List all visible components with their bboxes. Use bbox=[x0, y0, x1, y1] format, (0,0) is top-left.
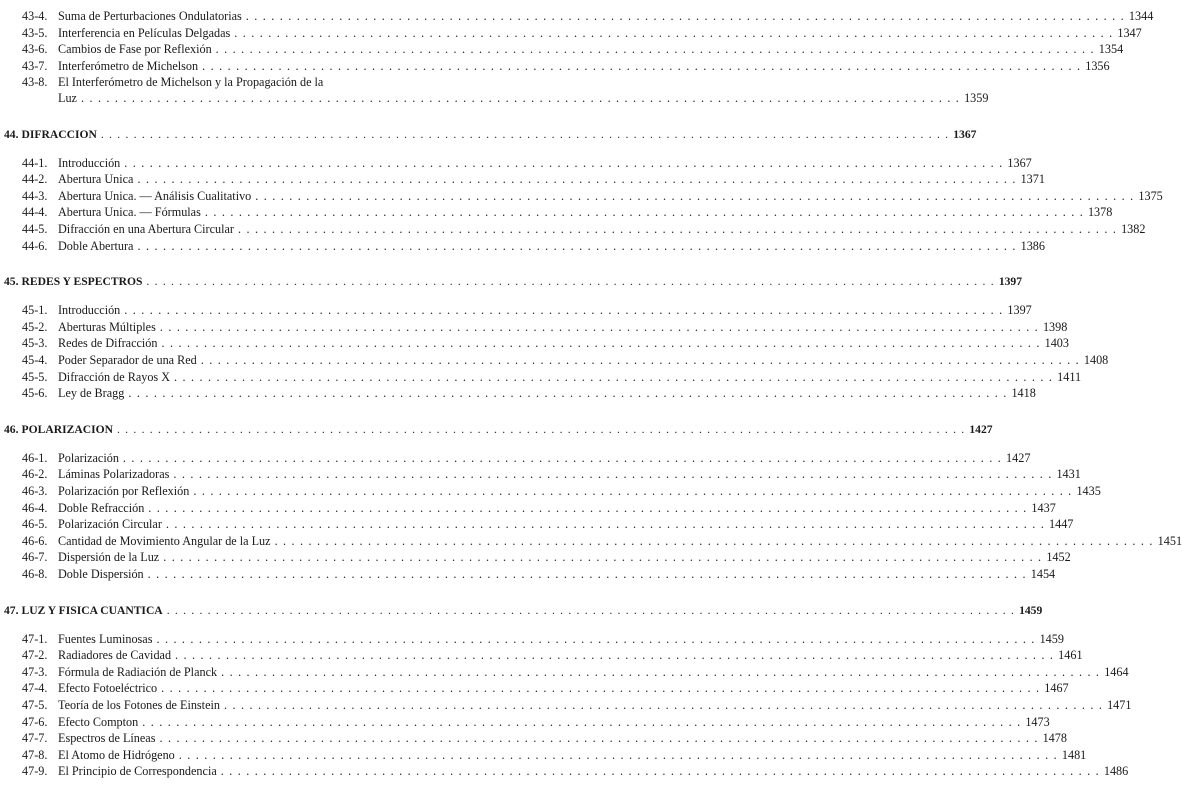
section-page-number: 1461 bbox=[1058, 648, 1083, 663]
section-number: 44-4. bbox=[22, 205, 48, 220]
dot-leader: . . . . . . . . . . . . . . . . . . . . . . . . . . . . . . . . . . . . . . . . . . . . . . . . . . . . . . . . . . . . . . . . . . . . . . . . . . . . . . . . . . . . . . . . . . . . . . . . . . . . . . . . bbox=[128, 386, 1008, 401]
section-number: 47-6. bbox=[22, 714, 48, 729]
section-entry[interactable] bbox=[22, 764, 1129, 779]
section-page-number: 1471 bbox=[1107, 697, 1132, 712]
dot-leader: . . . . . . . . . . . . . . . . . . . . . . . . . . . . . . . . . . . . . . . . . . . . . . . . . . . . . . . . . . . . . . . . . . . . . . . . . . . . . . . . . . . . . . . . . . . . . . . . . . . . . . . . bbox=[237, 221, 1118, 236]
dot-leader: . . . . . . . . . . . . . . . . . . . . . . . . . . . . . . . . . . . . . . . . . . . . . . . . . . . . . . . . . . . . . . . . . . . . . . . . . . . . . . . . . . . . . . . . . . . . . . . . . . . . . . . . bbox=[142, 714, 1022, 729]
chapter-page-number: 1367 bbox=[953, 127, 977, 141]
section-title: Polarización bbox=[58, 450, 119, 465]
section-title: Aberturas Múltiples bbox=[58, 319, 156, 334]
section-entry[interactable] bbox=[22, 25, 1142, 41]
section-entry[interactable] bbox=[22, 747, 1087, 763]
section-entry[interactable] bbox=[22, 731, 1067, 746]
section-number: 47-1. bbox=[22, 631, 48, 646]
section-number: 45-3. bbox=[22, 336, 48, 351]
dot-leader: . . . . . . . . . . . . . . . . . . . . . . . . . . . . . . . . . . . . . . . . . . . . . . . . . . . . . . . . . . . . . . . . . . . . . . . . . . . . . . . . . . . . . . . . . . . . . . . . . . . . . . . . bbox=[175, 648, 1055, 663]
section-page-number: 1408 bbox=[1083, 352, 1109, 367]
section-page-number: 1481 bbox=[1061, 747, 1087, 762]
dot-leader: . . . . . . . . . . . . . . . . . . . . . . . . . . . . . . . . . . . . . . . . . . . . . . . . . . . . . . . . . . . . . . . . . . . . . . . . . . . . . . . . . . . . . . . . . . . . . . . . . . . . . . . . bbox=[161, 336, 1041, 351]
dot-leader: . . . . . . . . . . . . . . . . . . . . . . . . . . . . . . . . . . . . . . . . . . . . . . . . . . . . . . . . . . . . . . . . . . . . . . . . . . . . . . . . . . . . . . . . . . . . . . . . . . . . . . . . bbox=[255, 188, 1135, 203]
section-number: 44-3. bbox=[22, 188, 48, 203]
section-entry[interactable] bbox=[22, 319, 1068, 335]
section-page-number: 1354 bbox=[1098, 42, 1124, 57]
chapter-title: DIFRACCION bbox=[21, 127, 97, 141]
section-title: Abertura Unica bbox=[58, 172, 134, 187]
section-page-number: 1437 bbox=[1031, 500, 1056, 515]
section-page-number: 1378 bbox=[1087, 205, 1113, 220]
dot-leader: . . . . . . . . . . . . . . . . . . . . . . . . . . . . . . . . . . . . . . . . . . . . . . . . . . . . . . . . . . . . . . . . . . . . . . . . . . . . . . . . . . . . . . . . . . . . . . . . . . . . . . . . bbox=[193, 483, 1073, 498]
dot-leader: . . . . . . . . . . . . . . . . . . . . . . . . . . . . . . . . . . . . . . . . . . . . . . . . . . . . . . . . . . . . . . . . . . . . . . . . . . . . . . . . . . . . . . . . . . . . . . . . . . . . . . . . bbox=[178, 747, 1058, 762]
chapter-heading[interactable] bbox=[4, 603, 1043, 618]
chapter-title: REDES Y ESPECTROS bbox=[21, 275, 143, 289]
section-title: Ley de Bragg bbox=[58, 386, 125, 401]
dot-leader: . . . . . . . . . . . . . . . . . . . . . . . . . . . . . . . . . . . . . . . . . . . . . . . . . . . . . . . . . . . . . . . . . . . . . . . . . . . . . . . . . . . . . . . . . . . . . . . . . . . . . . . . bbox=[147, 566, 1027, 581]
section-page-number: 1344 bbox=[1128, 9, 1154, 23]
section-page-number: 1418 bbox=[1011, 386, 1036, 401]
dot-leader: . . . . . . . . . . . . . . . . . . . . . . . . . . . . . . . . . . . . . . . . . . . . . . . . . . . . . . . . . . . . . . . . . . . . . . . . . . . . . . . . . . . . . . . . . . . . . . . . . . . . . . . . bbox=[146, 275, 995, 289]
section-title: Radiadores de Cavidad bbox=[58, 648, 172, 663]
section-title: Abertura Unica. — Análisis Cualitativo bbox=[58, 188, 252, 203]
chapter-page-number: 1427 bbox=[969, 422, 993, 436]
section-title: Difracción de Rayos X bbox=[58, 369, 171, 384]
section-page-number: 1397 bbox=[1007, 303, 1032, 318]
section-page-number: 1398 bbox=[1042, 319, 1068, 334]
chapter-number: 44. bbox=[4, 127, 19, 141]
section-page-number: 1367 bbox=[1007, 155, 1032, 170]
chapter-title: POLARIZACION bbox=[21, 422, 113, 436]
section-title: Efecto Fotoeléctrico bbox=[58, 681, 158, 696]
section-entry[interactable] bbox=[22, 697, 1132, 713]
chapter-heading[interactable] bbox=[4, 422, 993, 437]
section-number: 46-5. bbox=[22, 517, 48, 532]
section-entry[interactable] bbox=[22, 336, 1069, 351]
section-page-number: 1454 bbox=[1030, 566, 1056, 581]
section-entry[interactable] bbox=[22, 714, 1050, 730]
dot-leader: . . . . . . . . . . . . . . . . . . . . . . . . . . . . . . . . . . . . . . . . . . . . . . . . . . . . . . . . . . . . . . . . . . . . . . . . . . . . . . . . . . . . . . . . . . . . . . . . . . . . . . . . bbox=[221, 664, 1101, 679]
section-title: Polarización por Reflexión bbox=[58, 483, 190, 498]
dot-leader: . . . . . . . . . . . . . . . . . . . . . . . . . . . . . . . . . . . . . . . . . . . . . . . . . . . . . . . . . . . . . . . . . . . . . . . . . . . . . . . . . . . . . . . . . . . . . . . . . . . . . . . . bbox=[202, 58, 1082, 73]
section-entry[interactable] bbox=[22, 352, 1109, 368]
section-number: 46-8. bbox=[22, 566, 48, 581]
section-title: Luz bbox=[58, 90, 77, 105]
section-title: Interferencia en Películas Delgadas bbox=[58, 25, 231, 40]
section-entry[interactable] bbox=[22, 483, 1101, 499]
section-title: Láminas Polarizadoras bbox=[58, 467, 170, 482]
dot-leader: . . . . . . . . . . . . . . . . . . . . . . . . . . . . . . . . . . . . . . . . . . . . . . . . . . . . . . . . . . . . . . . . . . . . . . . . . . . . . . . . . . . . . . . . . . . . . . . . . . . . . . . . bbox=[204, 205, 1084, 220]
section-number: 44-5. bbox=[22, 221, 48, 236]
section-page-number: 1371 bbox=[1020, 172, 1045, 187]
section-number: 43-6. bbox=[22, 42, 48, 57]
dot-leader: . . . . . . . . . . . . . . . . . . . . . . . . . . . . . . . . . . . . . . . . . . . . . . . . . . . . . . . . . . . . . . . . . . . . . . . . . . . . . . . . . . . . . . . . . . . . . . . . . . . . . . . . bbox=[159, 319, 1039, 334]
chapter-page-number: 1397 bbox=[998, 275, 1022, 289]
section-entry[interactable] bbox=[22, 467, 1081, 482]
section-page-number: 1427 bbox=[1006, 450, 1031, 465]
dot-leader: . . . . . . . . . . . . . . . . . . . . . . . . . . . . . . . . . . . . . . . . . . . . . . . . . . . . . . . . . . . . . . . . . . . . . . . . . . . . . . . . . . . . . . . . . . . . . . . . . . . . . . . . bbox=[215, 42, 1095, 57]
section-page-number: 1356 bbox=[1085, 58, 1110, 73]
dot-leader: . . . . . . . . . . . . . . . . . . . . . . . . . . . . . . . . . . . . . . . . . . . . . . . . . . . . . . . . . . . . . . . . . . . . . . . . . . . . . . . . . . . . . . . . . . . . . . . . . . . . . . . . bbox=[137, 238, 1017, 253]
section-number: 45-4. bbox=[22, 352, 48, 367]
dot-leader: . . . . . . . . . . . . . . . . . . . . . . . . . . . . . . . . . . . . . . . . . . . . . . . . . . . . . . . . . . . . . . . . . . . . . . . . . . . . . . . . . . . . . . . . . . . . . . . . . . . . . . . . bbox=[223, 697, 1104, 712]
chapter-number: 47. bbox=[4, 603, 19, 617]
dot-leader: . . . . . . . . . . . . . . . . . . . . . . . . . . . . . . . . . . . . . . . . . . . . . . . . . . . . . . . . . . . . . . . . . . . . . . . . . . . . . . . . . . . . . . . . . . . . . . . . . . . . . . . . bbox=[137, 172, 1017, 187]
section-number: 44-6. bbox=[22, 238, 48, 253]
section-number: 43-8. bbox=[22, 75, 48, 90]
section-page-number: 1459 bbox=[1039, 631, 1064, 646]
section-page-number: 1386 bbox=[1020, 238, 1045, 253]
section-number: 47-4. bbox=[22, 681, 48, 696]
section-title: Dispersión de la Luz bbox=[58, 550, 160, 565]
section-title: Teoría de los Fotones de Einstein bbox=[58, 697, 220, 712]
section-page-number: 1447 bbox=[1049, 517, 1074, 532]
section-page-number: 1382 bbox=[1121, 221, 1146, 236]
section-title: Interferómetro de Michelson bbox=[58, 58, 199, 73]
section-title: Fuentes Luminosas bbox=[58, 631, 153, 646]
section-page-number: 1347 bbox=[1117, 25, 1142, 40]
section-entry[interactable] bbox=[22, 155, 1032, 171]
section-title: Doble Refracción bbox=[58, 500, 145, 515]
section-title: El Interferómetro de Michelson y la Propagación de la bbox=[58, 75, 324, 90]
section-page-number: 1464 bbox=[1104, 664, 1129, 679]
section-page-number: 1478 bbox=[1042, 731, 1067, 746]
dot-leader: . . . . . . . . . . . . . . . . . . . . . . . . . . . . . . . . . . . . . . . . . . . . . . . . . . . . . . . . . . . . . . . . . . . . . . . . . . . . . . . . . . . . . . . . . . . . . . . . . . . . . . . . bbox=[122, 450, 1003, 465]
section-page-number: 1467 bbox=[1044, 681, 1069, 696]
section-entry[interactable] bbox=[22, 681, 1069, 696]
section-entry[interactable] bbox=[22, 664, 1129, 680]
dot-leader: . . . . . . . . . . . . . . . . . . . . . . . . . . . . . . . . . . . . . . . . . . . . . . . . . . . . . . . . . . . . . . . . . . . . . . . . . . . . . . . . . . . . . . . . . . . . . . . . . . . . . . . . bbox=[200, 352, 1080, 367]
section-entry[interactable] bbox=[22, 238, 1045, 254]
section-number: 47-5. bbox=[22, 697, 48, 712]
section-number: 47-9. bbox=[22, 764, 48, 779]
section-entry[interactable] bbox=[22, 303, 1032, 318]
dot-leader: . . . . . . . . . . . . . . . . . . . . . . . . . . . . . . . . . . . . . . . . . . . . . . . . . . . . . . . . . . . . . . . . . . . . . . . . . . . . . . . . . . . . . . . . . . . . . . . . . . . . . . . . bbox=[174, 369, 1054, 384]
section-title: Suma de Perturbaciones Ondulatorias bbox=[58, 9, 242, 23]
section-title-continuation[interactable] bbox=[58, 90, 989, 106]
dot-leader: . . . . . . . . . . . . . . . . . . . . . . . . . . . . . . . . . . . . . . . . . . . . . . . . . . . . . . . . . . . . . . . . . . . . . . . . . . . . . . . . . . . . . . . . . . . . . . . . . . . . . . . . bbox=[124, 155, 1004, 170]
dot-leader: . . . . . . . . . . . . . . . . . . . . . . . . . . . . . . . . . . . . . . . . . . . . . . . . . . . . . . . . . . . . . . . . . . . . . . . . . . . . . . . . . . . . . . . . . . . . . . . . . . . . . . . . bbox=[80, 90, 961, 105]
section-number: 47-2. bbox=[22, 648, 48, 663]
section-entry[interactable] bbox=[22, 631, 1064, 647]
section-title: El Principio de Correspondencia bbox=[58, 764, 217, 779]
dot-leader: . . . . . . . . . . . . . . . . . . . . . . . . . . . . . . . . . . . . . . . . . . . . . . . . . . . . . . . . . . . . . . . . . . . . . . . . . . . . . . . . . . . . . . . . . . . . . . . . . . . . . . . . bbox=[161, 681, 1041, 696]
section-entry[interactable] bbox=[22, 566, 1056, 582]
section-entry[interactable] bbox=[22, 172, 1045, 187]
section-title: Espectros de Líneas bbox=[58, 731, 156, 746]
chapter-heading[interactable] bbox=[4, 127, 977, 142]
section-entry[interactable] bbox=[22, 369, 1082, 385]
section-number: 44-2. bbox=[22, 172, 48, 187]
dot-leader: . . . . . . . . . . . . . . . . . . . . . . . . . . . . . . . . . . . . . . . . . . . . . . . . . . . . . . . . . . . . . . . . . . . . . . . . . . . . . . . . . . . . . . . . . . . . . . . . . . . . . . . . bbox=[124, 303, 1004, 318]
chapter-number: 45. bbox=[4, 275, 19, 289]
section-entry[interactable] bbox=[22, 386, 1036, 401]
section-number: 45-2. bbox=[22, 319, 48, 334]
dot-leader: . . . . . . . . . . . . . . . . . . . . . . . . . . . . . . . . . . . . . . . . . . . . . . . . . . . . . . . . . . . . . . . . . . . . . . . . . . . . . . . . . . . . . . . . . . . . . . . . . . . . . . . . bbox=[166, 603, 1016, 617]
section-page-number: 1435 bbox=[1076, 483, 1101, 498]
section-number: 43-5. bbox=[22, 25, 48, 40]
dot-leader: . . . . . . . . . . . . . . . . . . . . . . . . . . . . . . . . . . . . . . . . . . . . . . . . . . . . . . . . . . . . . . . . . . . . . . . . . . . . . . . . . . . . . . . . . . . . . . . . . . . . . . . . bbox=[100, 127, 950, 141]
section-number: 46-1. bbox=[22, 450, 48, 465]
dot-leader: . . . . . . . . . . . . . . . . . . . . . . . . . . . . . . . . . . . . . . . . . . . . . . . . . . . . . . . . . . . . . . . . . . . . . . . . . . . . . . . . . . . . . . . . . . . . . . . . . . . . . . . . bbox=[148, 500, 1028, 515]
section-title: Introducción bbox=[58, 303, 121, 318]
section-title: Introducción bbox=[58, 155, 121, 170]
section-entry[interactable] bbox=[22, 648, 1083, 663]
section-number: 46-7. bbox=[22, 550, 48, 565]
section-title: Poder Separador de una Red bbox=[58, 352, 197, 367]
section-number: 45-5. bbox=[22, 369, 48, 384]
chapter-heading[interactable] bbox=[4, 274, 1022, 289]
section-number: 47-3. bbox=[22, 664, 48, 679]
section-title: Efecto Compton bbox=[58, 714, 139, 729]
section-entry[interactable] bbox=[22, 58, 1110, 74]
section-number: 46-2. bbox=[22, 467, 48, 482]
chapter-page-number: 1459 bbox=[1019, 603, 1043, 617]
section-number: 46-3. bbox=[22, 483, 48, 498]
section-title: El Atomo de Hidrógeno bbox=[58, 747, 175, 762]
section-number: 44-1. bbox=[22, 155, 48, 170]
section-entry[interactable] bbox=[22, 550, 1071, 565]
section-page-number: 1486 bbox=[1103, 764, 1129, 779]
section-page-number: 1403 bbox=[1044, 336, 1069, 351]
section-title: Cantidad de Movimiento Angular de la Luz bbox=[58, 533, 271, 548]
section-page-number: 1431 bbox=[1056, 467, 1081, 482]
section-title: Redes de Difracción bbox=[58, 336, 158, 351]
dot-leader: . . . . . . . . . . . . . . . . . . . . . . . . . . . . . . . . . . . . . . . . . . . . . . . . . . . . . . . . . . . . . . . . . . . . . . . . . . . . . . . . . . . . . . . . . . . . . . . . . . . . . . . . bbox=[159, 731, 1039, 746]
dot-leader: . . . . . . . . . . . . . . . . . . . . . . . . . . . . . . . . . . . . . . . . . . . . . . . . . . . . . . . . . . . . . . . . . . . . . . . . . . . . . . . . . . . . . . . . . . . . . . . . . . . . . . . . bbox=[173, 467, 1053, 482]
dot-leader: . . . . . . . . . . . . . . . . . . . . . . . . . . . . . . . . . . . . . . . . . . . . . . . . . . . . . . . . . . . . . . . . . . . . . . . . . . . . . . . . . . . . . . . . . . . . . . . . . . . . . . . . bbox=[163, 550, 1043, 565]
section-number: 45-6. bbox=[22, 386, 48, 401]
section-number: 43-4. bbox=[22, 9, 48, 23]
section-page-number: 1473 bbox=[1025, 714, 1050, 729]
dot-leader: . . . . . . . . . . . . . . . . . . . . . . . . . . . . . . . . . . . . . . . . . . . . . . . . . . . . . . . . . . . . . . . . . . . . . . . . . . . . . . . . . . . . . . . . . . . . . . . . . . . . . . . . bbox=[165, 517, 1046, 532]
section-entry[interactable] bbox=[22, 75, 453, 90]
section-number: 46-6. bbox=[22, 533, 48, 548]
section-title: Polarización Circular bbox=[58, 517, 162, 532]
section-entry[interactable] bbox=[22, 188, 1163, 204]
section-number: 47-7. bbox=[22, 731, 48, 746]
section-page-number: 1451 bbox=[1157, 533, 1182, 548]
dot-leader: . . . . . . . . . . . . . . . . . . . . . . . . . . . . . . . . . . . . . . . . . . . . . . . . . . . . . . . . . . . . . . . . . . . . . . . . . . . . . . . . . . . . . . . . . . . . . . . . . . . . . . . . bbox=[274, 533, 1154, 548]
section-entry[interactable] bbox=[22, 42, 1124, 57]
section-page-number: 1411 bbox=[1057, 369, 1082, 384]
dot-leader: . . . . . . . . . . . . . . . . . . . . . . . . . . . . . . . . . . . . . . . . . . . . . . . . . . . . . . . . . . . . . . . . . . . . . . . . . . . . . . . . . . . . . . . . . . . . . . . . . . . . . . . . bbox=[156, 631, 1036, 646]
section-page-number: 1375 bbox=[1138, 188, 1163, 203]
section-title: Fórmula de Radiación de Planck bbox=[58, 664, 218, 679]
section-number: 47-8. bbox=[22, 747, 48, 762]
section-page-number: 1359 bbox=[964, 90, 989, 105]
chapter-title: LUZ Y FISICA CUANTICA bbox=[21, 603, 163, 617]
chapter-number: 46. bbox=[4, 422, 19, 436]
section-entry[interactable] bbox=[22, 450, 1031, 466]
dot-leader: . . . . . . . . . . . . . . . . . . . . . . . . . . . . . . . . . . . . . . . . . . . . . . . . . . . . . . . . . . . . . . . . . . . . . . . . . . . . . . . . . . . . . . . . . . . . . . . . . . . . . . . . bbox=[245, 9, 1125, 23]
dot-leader: . . . . . . . . . . . . . . . . . . . . . . . . . . . . . . . . . . . . . . . . . . . . . . . . . . . . . . . . . . . . . . . . . . . . . . . . . . . . . . . . . . . . . . . . . . . . . . . . . . . . . . . . bbox=[220, 764, 1100, 779]
section-title: Abertura Unica. — Fórmulas bbox=[58, 205, 201, 220]
section-page-number: 1452 bbox=[1046, 550, 1071, 565]
section-title: Doble Abertura bbox=[58, 238, 134, 253]
section-entry[interactable] bbox=[22, 500, 1056, 516]
section-entry[interactable] bbox=[22, 205, 1113, 220]
section-number: 45-1. bbox=[22, 303, 48, 318]
section-entry[interactable] bbox=[22, 517, 1074, 532]
dot-leader: . . . . . . . . . . . . . . . . . . . . . . . . . . . . . . . . . . . . . . . . . . . . . . . . . . . . . . . . . . . . . . . . . . . . . . . . . . . . . . . . . . . . . . . . . . . . . . . . . . . . . . . . bbox=[116, 422, 966, 436]
section-entry[interactable] bbox=[22, 221, 1146, 237]
section-title: Difracción en una Abertura Circular bbox=[58, 221, 234, 236]
section-title: Cambios de Fase por Reflexión bbox=[58, 42, 212, 57]
section-entry[interactable] bbox=[22, 9, 1154, 24]
section-number: 43-7. bbox=[22, 58, 48, 73]
section-title: Doble Dispersión bbox=[58, 566, 144, 581]
section-entry[interactable] bbox=[22, 533, 1182, 549]
dot-leader: . . . . . . . . . . . . . . . . . . . . . . . . . . . . . . . . . . . . . . . . . . . . . . . . . . . . . . . . . . . . . . . . . . . . . . . . . . . . . . . . . . . . . . . . . . . . . . . . . . . . . . . . bbox=[234, 25, 1114, 40]
section-number: 46-4. bbox=[22, 500, 48, 515]
